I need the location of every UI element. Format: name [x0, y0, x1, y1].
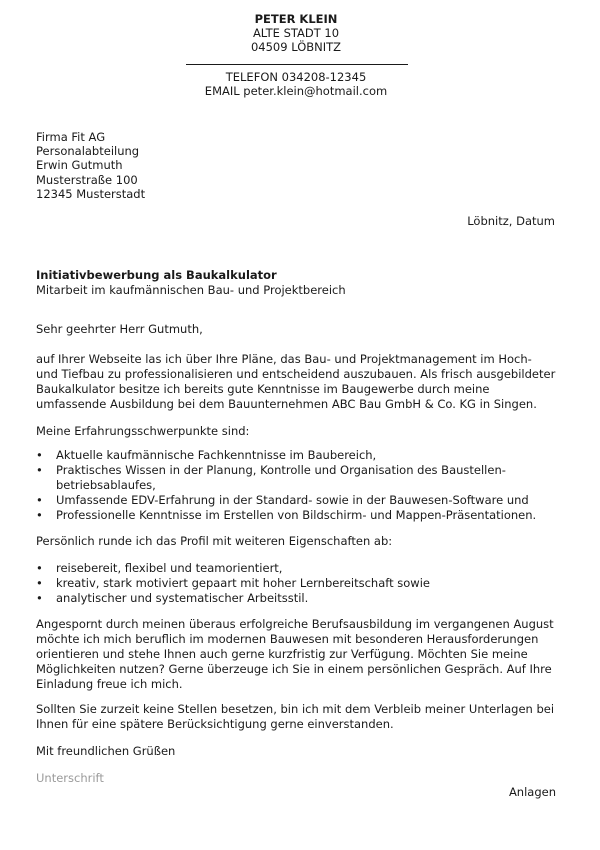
header-divider — [186, 64, 408, 65]
list-item — [36, 508, 556, 523]
motivation-paragraph — [36, 617, 556, 692]
list-item-text: betriebsablaufes, — [56, 478, 156, 492]
paragraph-line: orientieren und stehe Ihnen auch gerne kurzfristig zur Verfügung. Möchten Sie meine — [36, 647, 528, 661]
bullet-icon: • — [36, 591, 43, 605]
paragraph-line: Ihnen für eine spätere Berücksichtigung gerne einverstanden. — [36, 717, 394, 731]
paragraph-line: umfassende Ausbildung bei dem Bauunternehmen ABC Bau GmbH & Co. KG in Singen. — [36, 397, 537, 411]
bullet-icon: • — [36, 576, 43, 590]
list-item — [36, 561, 556, 576]
bullet-icon: • — [36, 463, 43, 477]
paragraph-line: möchte ich mich beruflich im modernen Bauwesen mit besonderen Herausforderungen — [36, 632, 539, 646]
bullet-icon: • — [36, 508, 43, 522]
paragraph-line: auf Ihrer Webseite las ich über Ihre Pläne, das Bau- und Projektmanagement im Hoch- — [36, 352, 532, 366]
paragraph-line: Einladung freue ich mich. — [36, 677, 183, 691]
paragraph-line: Möglichkeiten nutzen? Gerne überzeuge ich Sie in einem persönlichen Gespräch. Auf Ihre — [36, 662, 552, 676]
list-item-text: Praktisches Wissen in der Planung, Kontrolle und Organisation des Baustellen- — [56, 463, 506, 477]
sender-name: PETER KLEIN — [254, 12, 338, 26]
experience-list — [36, 448, 556, 523]
recipient-line: Firma Fit AG — [36, 130, 106, 144]
recipient-line: Musterstraße 100 — [36, 172, 138, 187]
signature-placeholder: Unterschrift — [36, 771, 104, 785]
list-item — [36, 591, 556, 606]
experience-heading: Meine Erfahrungsschwerpunkte sind: — [36, 424, 250, 438]
place-date: Löbnitz, Datum — [467, 214, 555, 228]
subject-line: Initiativbewerbung als Baukalkulator — [36, 268, 277, 282]
recipient-address — [36, 130, 145, 201]
list-item-text: reisebereit, flexibel und teamorientiert, — [56, 561, 283, 575]
paragraph-line: und Tiefbau zu professionalisieren und entscheidend auszubauen. Als frisch ausgebildeter — [36, 367, 556, 381]
profile-heading: Persönlich runde ich das Profil mit weiteren Eigenschaften ab: — [36, 534, 393, 548]
sender-phone: TELEFON 034208-12345 — [225, 70, 367, 84]
subject-subtitle: Mitarbeit im kaufmännischen Bau- und Projektbereich — [36, 283, 346, 297]
list-item-text: Aktuelle kaufmännische Fachkenntnisse im Baubereich, — [56, 448, 377, 462]
paragraph-line: Baukalkulator besitze ich bereits gute Kenntnisse im Baugewerbe durch meine — [36, 382, 490, 396]
list-item — [36, 448, 556, 463]
recipient-line: Personalabteilung — [36, 144, 140, 159]
list-item — [36, 493, 556, 508]
list-item-text: Professionelle Kenntnisse im Erstellen von Bildschirm- und Mappen-Präsentationen. — [56, 508, 537, 522]
paragraph-line: Sollten Sie zurzeit keine Stellen besetzen, bin ich mit dem Verbleib meiner Unterlagen bei — [36, 702, 555, 716]
list-item-text: analytischer und systematischer Arbeitsstil. — [56, 591, 309, 605]
greeting: Mit freundlichen Grüßen — [36, 744, 176, 758]
sender-city: 04509 LÖBNITZ — [250, 40, 342, 54]
bullet-icon: • — [36, 561, 43, 575]
recipient-line: Erwin Gutmuth — [36, 158, 123, 173]
intro-paragraph — [36, 352, 556, 412]
attachments-label: Anlagen — [508, 785, 556, 799]
bullet-icon: • — [36, 493, 43, 507]
paragraph-line: Angespornt durch meinen überaus erfolgreiche Berufsausbildung im vergangenen August — [36, 617, 554, 631]
profile-list — [36, 561, 556, 606]
sender-email: EMAIL peter.klein@hotmail.com — [204, 84, 388, 98]
sender-street: ALTE STADT 10 — [252, 26, 340, 40]
recipient-line: 12345 Musterstadt — [36, 186, 146, 201]
list-item — [36, 463, 556, 493]
salutation: Sehr geehrter Herr Gutmuth, — [36, 322, 203, 336]
list-item — [36, 576, 556, 591]
bullet-icon: • — [36, 448, 43, 462]
closing-paragraph — [36, 702, 556, 732]
list-item-text: Umfassende EDV-Erfahrung in der Standard- sowie in der Bauwesen-Software und — [56, 493, 529, 507]
list-item-text: kreativ, stark motiviert gepaart mit hoher Lernbereitschaft sowie — [56, 576, 430, 590]
